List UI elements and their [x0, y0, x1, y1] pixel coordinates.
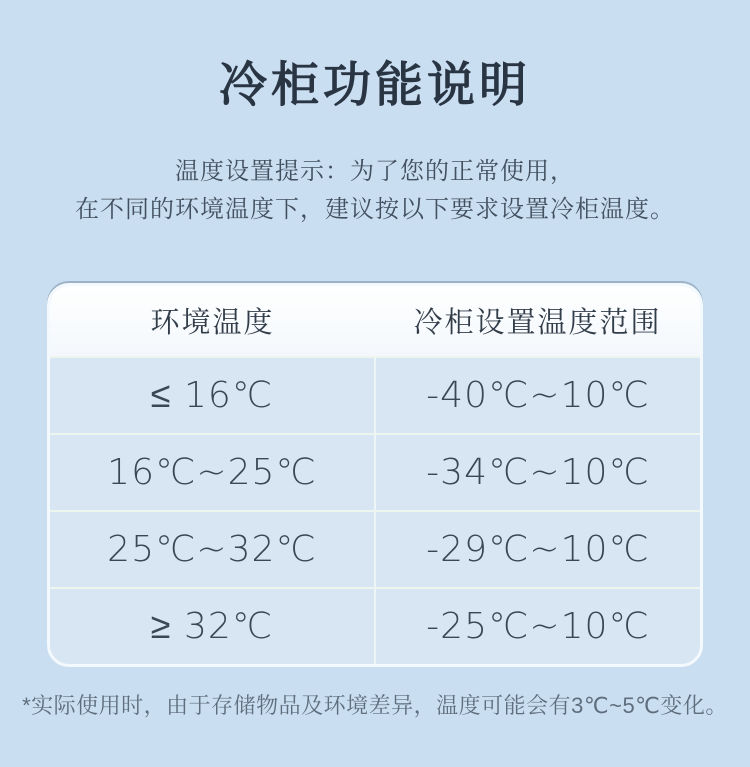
table-row	[50, 356, 700, 433]
cell-ambient-temperature: 25℃~32℃	[107, 528, 317, 570]
footnote: *实际使用时，由于存储物品及环境差异，温度可能会有3℃~5℃变化。	[22, 692, 728, 718]
header-ambient-temperature: 环境温度	[150, 307, 275, 340]
subtitle-line-2: 在不同的环境温度下，建议按以下要求设置冷柜温度。	[75, 195, 675, 223]
cell-ambient-temperature: ≤ 16℃	[150, 375, 274, 417]
table-row	[50, 587, 700, 664]
cell-setting-range: -34℃~10℃	[374, 435, 700, 510]
page-title: 冷柜功能说明	[218, 59, 531, 112]
table-row	[50, 433, 700, 510]
subtitle-line-1: 温度设置提示：为了您的正常使用，	[175, 157, 575, 185]
table-header-row	[50, 286, 700, 356]
cell-ambient-temperature: 16℃~25℃	[107, 451, 317, 493]
subtitle	[0, 153, 750, 229]
cell-setting-range: -29℃~10℃	[374, 512, 700, 587]
cell-setting-range: -25℃~10℃	[374, 589, 700, 664]
temperature-table	[47, 283, 703, 667]
cell-setting-range: -40℃~10℃	[374, 358, 700, 433]
table-row	[50, 510, 700, 587]
cell-ambient-temperature: ≥ 32℃	[150, 606, 274, 648]
header-setting-temperature-range: 冷柜设置温度范围	[413, 307, 662, 340]
